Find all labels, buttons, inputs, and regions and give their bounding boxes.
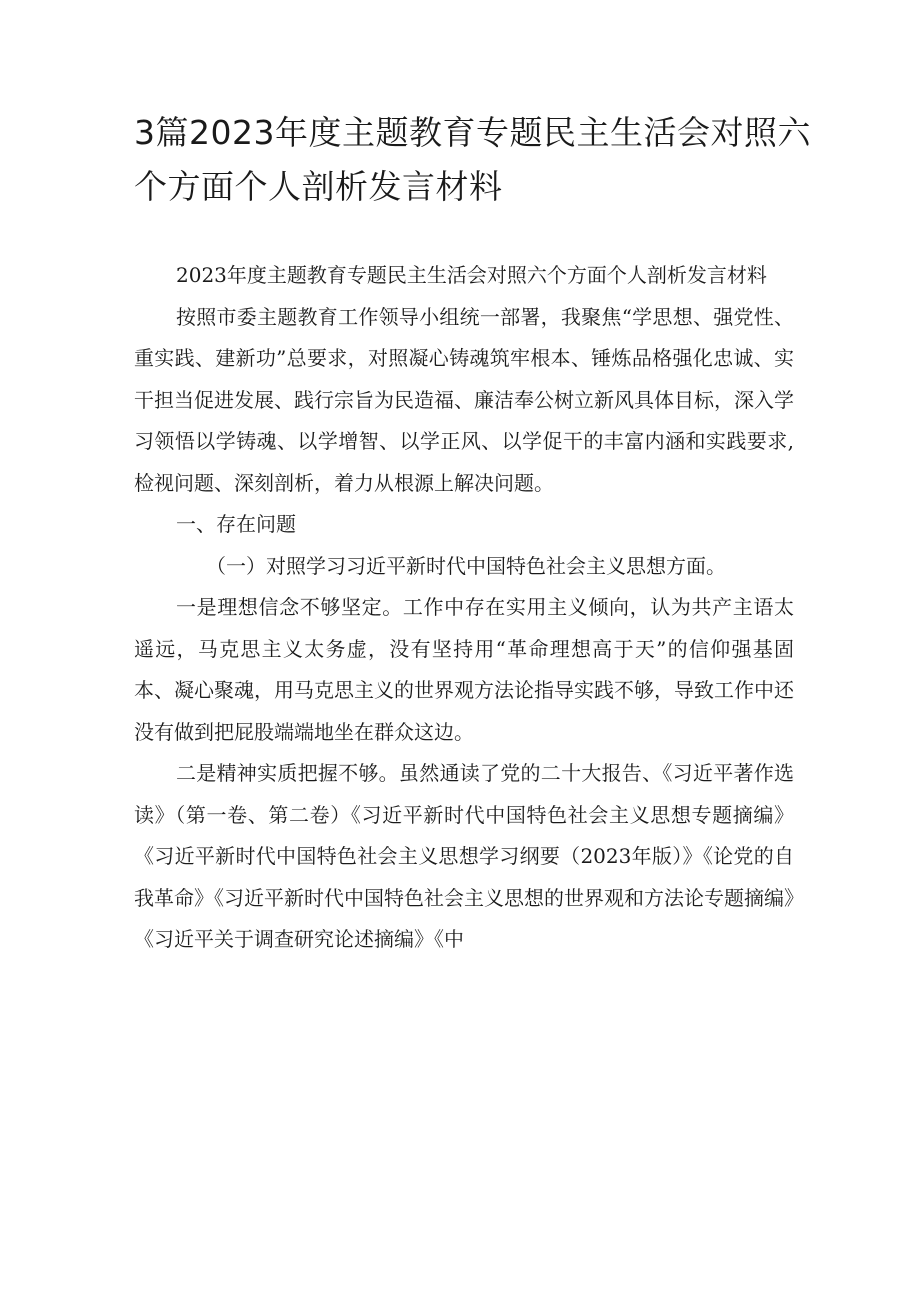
paragraph-subtitle: 2023年度主题教育专题民主生活会对照六个方面个人剖析发言材料 <box>176 263 767 287</box>
paragraph-point-1: 一是理想信念不够坚定。工作中存在实用主义倾向，认为共产主语太遥远，马克思主义太务虚，没有坚持用“革命理想高于天”的信仰强基固本、凝心聚魂，用马克思主义的世界观方法论指导实践不够，导致工作中还没有做到把屁股端端地坐在群众这边。 <box>134 595 794 744</box>
paragraph-intro: 按照市委主题教育工作领导小组统一部署，我聚焦“学思想、强党性、重实践、建新功”总要求，对照凝心铸魂筑牢根本、锤炼品格强化忠诚、实干担当促进发展、践行宗旨为民造福、廉洁奉公树立新风具体目标，深入学习领悟以学铸魂、以学增智、以学正风、以学促干的丰富内涵和实践要求,检视问题、深刻剖析，着力从根源上解决问题。 <box>134 304 794 495</box>
subsection-heading: （一）对照学习习近平新时代中国特色社会主义思想方面。 <box>206 553 726 578</box>
paragraph-point-2: 二是精神实质把握不够。虽然通读了党的二十大报告、《习近平著作选读》（第一卷、第二卷）《习近平新时代中国特色社会主义思想专题摘编》《习近平新时代中国特色社会主义思想学习纲要（2023年版）》《论党的自我革命》《习近平新时代中国特色社会主义思想的世界观和方法论专题摘编》《习近平关于调查研究论述摘编》《中 <box>134 761 794 951</box>
section-heading: 一、存在问题 <box>176 512 296 536</box>
document-title: 3篇2023年度主题教育专题民主生活会对照六个方面个人剖析发言材料 <box>134 113 811 206</box>
document-body <box>134 255 794 961</box>
